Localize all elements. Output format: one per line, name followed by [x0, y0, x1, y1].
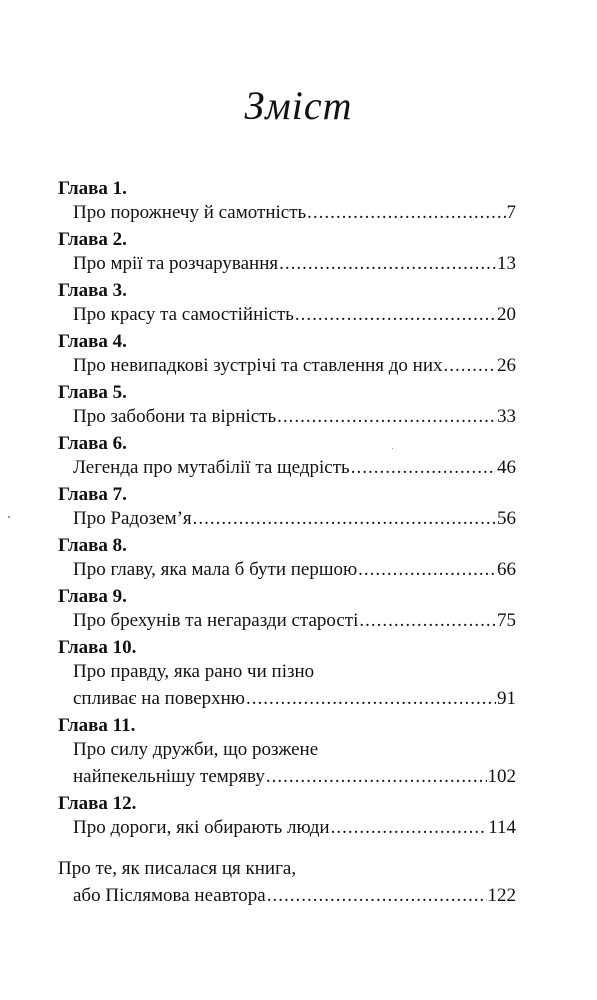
afterword-title-line: Про те, як писалася ця книга, — [58, 858, 297, 879]
chapter-title: Легенда про мутабілії та щедрість — [73, 457, 350, 478]
page-number: 66 — [497, 559, 516, 580]
dot-leader — [246, 688, 496, 710]
chapter-label: Глава 3. — [58, 280, 127, 301]
toc-line — [58, 457, 516, 484]
dot-leader — [359, 610, 496, 632]
page-title: Зміст — [244, 83, 353, 128]
afterword-title: або Післямова неавтора — [73, 885, 266, 906]
chapter-label: Глава 11. — [58, 715, 136, 736]
page-number: 7 — [506, 202, 516, 223]
toc-line — [58, 508, 516, 535]
chapter-label: Глава 4. — [58, 331, 127, 352]
dot-leader — [267, 885, 487, 907]
dot-leader — [277, 406, 496, 428]
chapter-title-line: Про правду, яка рано чи пізно — [73, 661, 315, 682]
chapter-title: Про мрії та розчарування — [73, 253, 279, 274]
toc-entry-chapter-3 — [58, 280, 516, 331]
chapter-label: Глава 10. — [58, 637, 137, 658]
toc-entry-chapter-2 — [58, 229, 516, 280]
page-number: 91 — [497, 688, 516, 709]
toc-entry-chapter-7 — [58, 484, 516, 535]
toc-entry-chapter-11 — [58, 715, 516, 793]
toc-entry-chapter-1 — [58, 178, 516, 229]
chapter-title-line: Про силу дружби, що розжене — [73, 739, 319, 760]
page-number: 75 — [497, 610, 516, 631]
chapter-label: Глава 6. — [58, 433, 127, 454]
chapter-title: Про главу, яка мала б бути першою — [73, 559, 358, 580]
dot-leader — [331, 817, 488, 839]
dot-leader — [279, 253, 496, 275]
dot-leader — [193, 508, 496, 530]
chapter-title: спливає на поверхню — [73, 688, 245, 709]
dot-leader — [358, 559, 496, 581]
toc-line — [58, 253, 516, 280]
toc-line — [58, 304, 516, 331]
chapter-title: Про забобони та вірність — [73, 406, 277, 427]
dot-leader — [351, 457, 496, 479]
page-number: 122 — [487, 885, 516, 906]
toc-line — [58, 202, 516, 229]
chapter-label: Глава 12. — [58, 793, 137, 814]
page-number: 13 — [497, 253, 516, 274]
chapter-title: Про Радозем’я — [73, 508, 192, 529]
chapter-title: Про красу та самостійність — [73, 304, 294, 325]
toc-entry-chapter-5 — [58, 382, 516, 433]
toc-line — [58, 610, 516, 637]
page-number: 56 — [497, 508, 516, 529]
page-number: 26 — [497, 355, 516, 376]
toc-line — [58, 766, 516, 793]
toc-line — [58, 406, 516, 433]
table-of-contents — [58, 178, 516, 912]
toc-line — [58, 885, 516, 912]
chapter-title: найпекельнішу темряву — [73, 766, 265, 787]
toc-line — [58, 355, 516, 382]
chapter-title: Про дороги, які обирають люди — [73, 817, 330, 838]
page-number: 102 — [487, 766, 516, 787]
dot-leader — [307, 202, 505, 224]
page-number: 46 — [497, 457, 516, 478]
dot-leader — [444, 355, 496, 377]
page-number: 114 — [488, 817, 516, 838]
toc-line — [58, 688, 516, 715]
chapter-label: Глава 8. — [58, 535, 127, 556]
dot-leader — [295, 304, 496, 326]
toc-entry-chapter-10 — [58, 637, 516, 715]
page-number: 20 — [497, 304, 516, 325]
chapter-label: Глава 5. — [58, 382, 127, 403]
toc-entry-afterword — [58, 858, 516, 912]
toc-entry-chapter-8 — [58, 535, 516, 586]
page-number: 33 — [497, 406, 516, 427]
dot-leader — [266, 766, 487, 788]
chapter-label: Глава 7. — [58, 484, 127, 505]
paper-speck — [392, 448, 393, 449]
chapter-title: Про брехунів та негаразди старості — [73, 610, 359, 631]
chapter-title: Про невипадкові зустрічі та ставлення до них — [73, 355, 443, 376]
chapter-title: Про порожнечу й самотність — [73, 202, 307, 223]
toc-line — [58, 817, 516, 844]
toc-entry-chapter-4 — [58, 331, 516, 382]
toc-entry-chapter-6 — [58, 433, 516, 484]
toc-entry-chapter-12 — [58, 793, 516, 844]
paper-speck — [8, 516, 10, 518]
chapter-label: Глава 1. — [58, 178, 127, 199]
chapter-label: Глава 9. — [58, 586, 127, 607]
chapter-label: Глава 2. — [58, 229, 127, 250]
toc-entry-chapter-9 — [58, 586, 516, 637]
toc-line — [58, 559, 516, 586]
